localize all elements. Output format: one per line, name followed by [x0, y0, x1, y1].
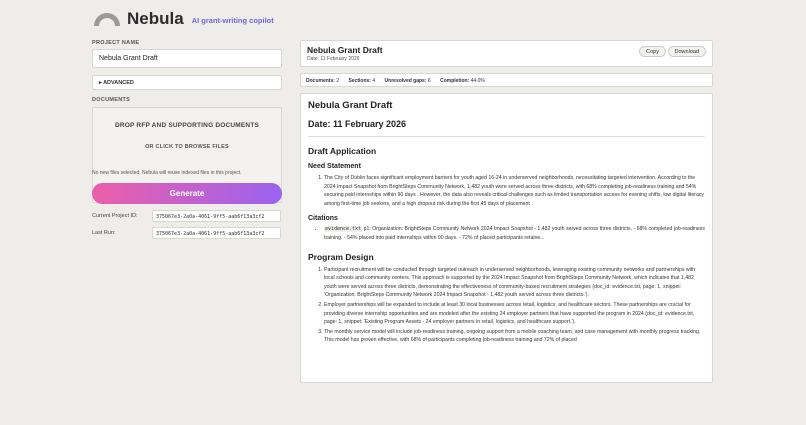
heading-program-design: Program Design [308, 251, 374, 262]
heading-need-statement: Need Statement [308, 163, 361, 170]
draft-document[interactable] [300, 93, 713, 383]
draft-date: Date: 11 February 2026 [307, 56, 360, 62]
citation-item [324, 225, 705, 242]
advanced-toggle[interactable]: ▸ ADVANCED [92, 75, 282, 90]
app-title: Nebula [127, 9, 184, 28]
project-id-row [92, 210, 282, 222]
app-tagline: AI grant-writing copilot [191, 16, 274, 25]
dropzone-subtitle: OR CLICK TO BROWSE FILES [145, 144, 229, 150]
citation-source: evidence.txt [325, 226, 362, 233]
completion-stat-label: Completion: [440, 78, 470, 84]
documents-stat-label: Documents: [306, 78, 335, 84]
program-list [308, 266, 705, 345]
project-id-label: Current Project ID: [92, 213, 138, 219]
citation-text: p1: Organization: BrightSteps Community Network 2024 Impact Snapshot - 1,482 youth served across three districts. - 68% completed job-readiness training. - 54% placed into paid internships within 90 days. - 72% of placed participants retaine... [324, 226, 705, 241]
copy-button[interactable]: Copy [639, 46, 666, 57]
sections-stat-label: Sections: [348, 78, 371, 84]
doc-title: Nebula Grant Draft [308, 100, 393, 111]
program-item: 1. Participant recruitment will be conducted through targeted outreach in underserved neighborhoods, leveraging existing community networks and partnerships with local schools and community centers. This approach is supported by the 2024 Impact Snapshot from BrightSteps Community Network, which indicates that 1,482 youth were served across three districts, demonstrating the effectiveness of community-based recruitment strategies (doc_id: evidence.txt, page: 1, snippet: 'Organization: BrightSteps Community Network 2024 Impact Snapshot - 1,482 youth served across three districts.'). [324, 266, 705, 300]
project-id-value[interactable]: 375067e3-2a0a-4061-9ff5-aab6f13a3cf2 [152, 210, 281, 222]
documents-stat-value: 2 [336, 78, 340, 84]
doc-date: Date: 11 February 2026 [308, 119, 407, 129]
last-run-row [92, 227, 282, 239]
need-item: 1. The City of Dublin faces significant employment barriers for youth aged 16-24 in underserved neighborhoods, necessitating targeted intervention. According to the 2024 Impact Snapshot from BrightSteps Community Network, 1,482 youth were served across three districts, with 68% completing job-readiness training and 54% securing paid internships within 90 days . However, the data also reveals critical challenges such as limited transportation access for evening shifts, low digital literacy among first-time job seekers, and a high dropout risk during the first 45 days of placement . [324, 174, 705, 208]
stats-bar [300, 73, 713, 87]
generate-button[interactable]: Generate [92, 183, 282, 204]
last-run-value[interactable]: 375067e3-2a0a-4061-9ff5-aab6f13a3cf2 [152, 227, 281, 239]
sidebar [92, 40, 282, 237]
heading-draft-application: Draft Application [308, 146, 377, 156]
dropzone-title: DROP RFP AND SUPPORTING DOCUMENTS [114, 122, 260, 129]
last-run-label: Last Run: [92, 230, 116, 236]
completion-stat-value: 44.0% [470, 78, 485, 84]
app-header [93, 8, 274, 30]
project-name-input[interactable]: Nebula Grant Draft [92, 49, 282, 68]
nebula-logo-icon [93, 12, 121, 26]
draft-panel [300, 40, 713, 383]
citations-list [308, 225, 705, 242]
program-item: 3. The monthly service model will include job-readiness training, ongoing support from a mobile coaching team, and case management with monthly progress tracking. This model has proven effective, with 68% of participants completing job-readiness training and 72% of placed [324, 328, 705, 345]
draft-header [300, 40, 713, 67]
gaps-stat-label: Unresolved gaps: [384, 78, 427, 84]
need-list [308, 174, 705, 208]
gaps-stat-value: 6 [427, 78, 431, 84]
download-button[interactable]: Download [668, 46, 706, 57]
upload-hint: No new files selected. Nebula will reuse indexed files in this project. [92, 170, 242, 176]
program-item: 2. Employer partnerships will be expanded to include at least 30 local businesses across retail, logistics, and healthcare sectors. These partnerships are crucial for providing diverse internship opportunities and are modeled after the existing 24 employer partners that have supported the program in 2024 (doc_id: evidence.txt, page: 1, snippet: 'Existing Program Assets - 24 employer partners in retail, logistics, and healthcare support.'). [324, 301, 705, 327]
sections-stat-value: 4 [372, 78, 376, 84]
doc-divider [308, 136, 705, 137]
project-name-label: PROJECT NAME [92, 40, 140, 46]
heading-citations: Citations [308, 215, 338, 223]
draft-title: Nebula Grant Draft [307, 45, 383, 55]
documents-label: DOCUMENTS [92, 97, 131, 103]
